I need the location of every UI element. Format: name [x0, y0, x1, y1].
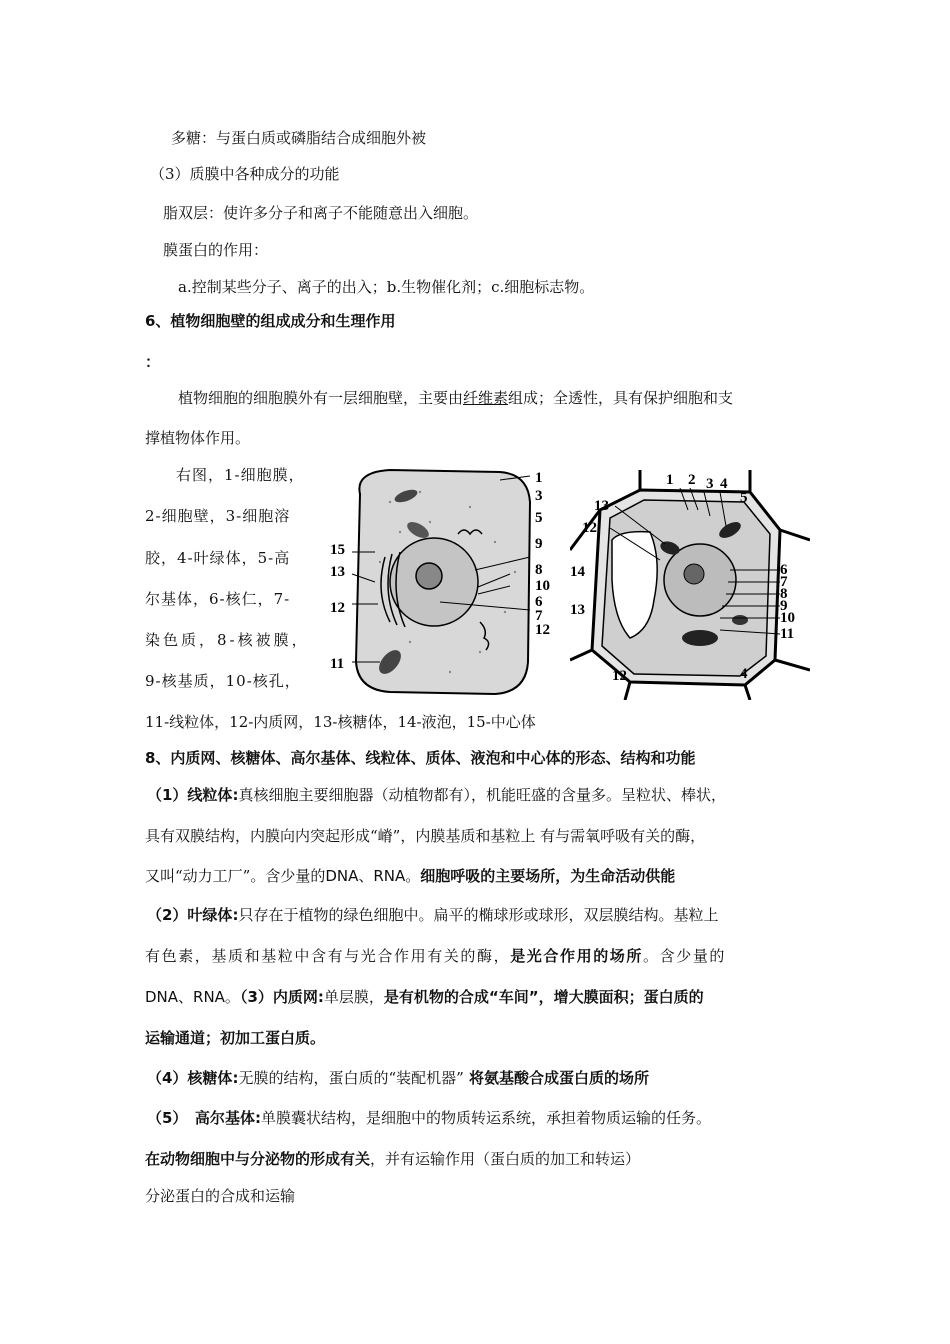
svg-text:11: 11: [780, 626, 795, 642]
para-cell-wall-1: [178, 388, 733, 408]
chloroplast-line-1: [147, 905, 718, 925]
svg-text:12: 12: [582, 520, 597, 536]
svg-text:11: 11: [330, 656, 345, 672]
para-cell-wall-text-a: 植物细胞的细胞膜外有一层细胞壁，主要由: [178, 389, 464, 407]
heading-6-cell-wall: 6、植物细胞壁的组成成分和生理作用: [145, 312, 396, 330]
svg-text:5: 5: [740, 490, 748, 506]
svg-text:9: 9: [780, 598, 788, 614]
svg-text:6: 6: [535, 594, 543, 610]
svg-text:12: 12: [535, 622, 550, 638]
line-polysaccharide: 多糖：与蛋白质或磷脂结合成细胞外被: [171, 129, 427, 147]
para-cell-wall-2: 撑植物体作用。: [145, 429, 251, 447]
golgi-line-1: [147, 1108, 711, 1128]
para-cell-wall-text-b: 组成；全透性，具有保护细胞和支: [508, 389, 734, 407]
chloroplast-text-1: 只存在于植物的绿色细胞中。扁平的椭球形或球形，双层膜结构。基粒上: [238, 906, 719, 924]
svg-text:7: 7: [535, 608, 543, 624]
chloroplast-text-3a: DNA、RNA。: [145, 988, 240, 1006]
chloroplast-text-2b: 是光合作用的场所: [510, 947, 644, 965]
er-label: （3）内质网:: [239, 988, 324, 1006]
golgi-label: （5） 高尔基体:: [147, 1109, 261, 1127]
svg-text:13: 13: [594, 498, 609, 514]
er-text-2: 是有机物的合成“车间”，增大膜面积；蛋白质的: [383, 988, 704, 1006]
svg-text:1: 1: [666, 472, 674, 488]
golgi-text-1: 单膜囊状结构，是细胞中的物质转运系统，承担着物质运输的任务。: [260, 1109, 711, 1127]
ribosome-line: [147, 1068, 649, 1088]
legend-line-3: 胶，4-叶绿体，5-高: [145, 549, 291, 567]
chloroplast-label: （2）叶绿体:: [147, 906, 239, 924]
legend-line-1: 右图，1-细胞膜，: [176, 466, 305, 484]
line-lipid-bilayer: 脂双层：使许多分子和离子不能随意出入细胞。: [163, 204, 479, 222]
svg-text:8: 8: [780, 586, 788, 602]
svg-text:4: 4: [720, 476, 728, 492]
secretory-protein-heading: 分泌蛋白的合成和运输: [145, 1187, 296, 1205]
er-line-1: [145, 987, 704, 1007]
chloroplast-line-2: [145, 946, 726, 966]
mitochondria-text-3c: 细胞呼吸的主要场所，为生命活动供能: [420, 867, 676, 885]
svg-text:10: 10: [535, 578, 550, 594]
mitochondria-line-1: [147, 785, 726, 805]
legend-line-4: 尔基体，6-核仁，7-: [145, 590, 291, 608]
golgi-text-2b: ，并有运输作用（蛋白质的加工和转运）: [370, 1150, 641, 1168]
svg-text:15: 15: [330, 542, 345, 558]
legend-line-6: 9-核基质，10-核孔，: [145, 672, 301, 690]
mitochondria-text-3b: DNA、RNA。: [325, 867, 421, 885]
golgi-text-2a: 在动物细胞中与分泌物的形成有关: [145, 1150, 371, 1168]
svg-text:13: 13: [330, 564, 345, 580]
line-membrane-protein: 膜蛋白的作用：: [163, 241, 269, 259]
cellulose-term: 纤维素: [463, 389, 509, 407]
legend-line-2: 2-细胞壁，3-细胞溶: [145, 507, 291, 525]
svg-text:3: 3: [535, 488, 543, 504]
animal-cell-diagram: [330, 462, 550, 702]
svg-text:7: 7: [780, 574, 788, 590]
chloroplast-text-2a: 有色素，基质和基粒中含有与光合作用有关的酶，: [145, 947, 511, 965]
mitochondria-line-3: [145, 866, 675, 886]
svg-text:12: 12: [330, 600, 345, 616]
svg-text:12: 12: [612, 668, 627, 684]
svg-text:2: 2: [688, 472, 696, 488]
svg-text:13: 13: [570, 602, 585, 618]
svg-text:1: 1: [535, 470, 543, 486]
svg-text:9: 9: [535, 536, 543, 552]
svg-text:3: 3: [706, 476, 714, 492]
legend-line-7: 11-线粒体，12-内质网，13-核糖体，14-液泡，15-中心体: [145, 713, 536, 731]
chloroplast-text-2c: 。含少量的: [643, 947, 727, 965]
svg-text:4: 4: [740, 666, 748, 682]
svg-text:10: 10: [780, 610, 795, 626]
legend-line-5: 染色质，8-核被膜，: [145, 631, 310, 649]
mitochondria-label: （1）线粒体:: [147, 786, 239, 804]
svg-text:6: 6: [780, 562, 788, 578]
svg-text:8: 8: [535, 562, 543, 578]
er-line-2: 运输通道；初加工蛋白质。: [145, 1029, 326, 1047]
ribosome-label: （4）核糖体:: [147, 1069, 239, 1087]
line-protein-roles: a.控制某些分子、离子的出入；b.生物催化剂；c.细胞标志物。: [178, 278, 595, 296]
heading-membrane-functions: （3）质膜中各种成分的功能: [150, 165, 340, 183]
svg-text:5: 5: [535, 510, 543, 526]
ribosome-text-b: 将氨基酸合成蛋白质的场所: [463, 1069, 650, 1087]
plant-cell-diagram: [570, 470, 810, 700]
ribosome-text-a: 无膜的结构，蛋白质的“装配机器”: [238, 1069, 464, 1087]
mitochondria-text-3a: 又叫“动力工厂”。含少量的: [145, 867, 326, 885]
golgi-line-2: [145, 1149, 640, 1169]
er-text-1: 单层膜，: [323, 988, 384, 1006]
heading-6-colon: ：: [145, 353, 161, 371]
mitochondria-line-2: 具有双膜结构，内膜向内突起形成“嵴”，内膜基质和基粒上 有与需氧呼吸有关的酶，: [145, 827, 706, 845]
heading-8-organelles: 8、内质网、核糖体、高尔基体、线粒体、质体、液泡和中心体的形态、结构和功能: [145, 749, 696, 767]
mitochondria-text-1: 真核细胞主要细胞器（动植物都有），机能旺盛的含量多。呈粒状、棒状，: [238, 786, 726, 804]
svg-text:14: 14: [570, 564, 585, 580]
